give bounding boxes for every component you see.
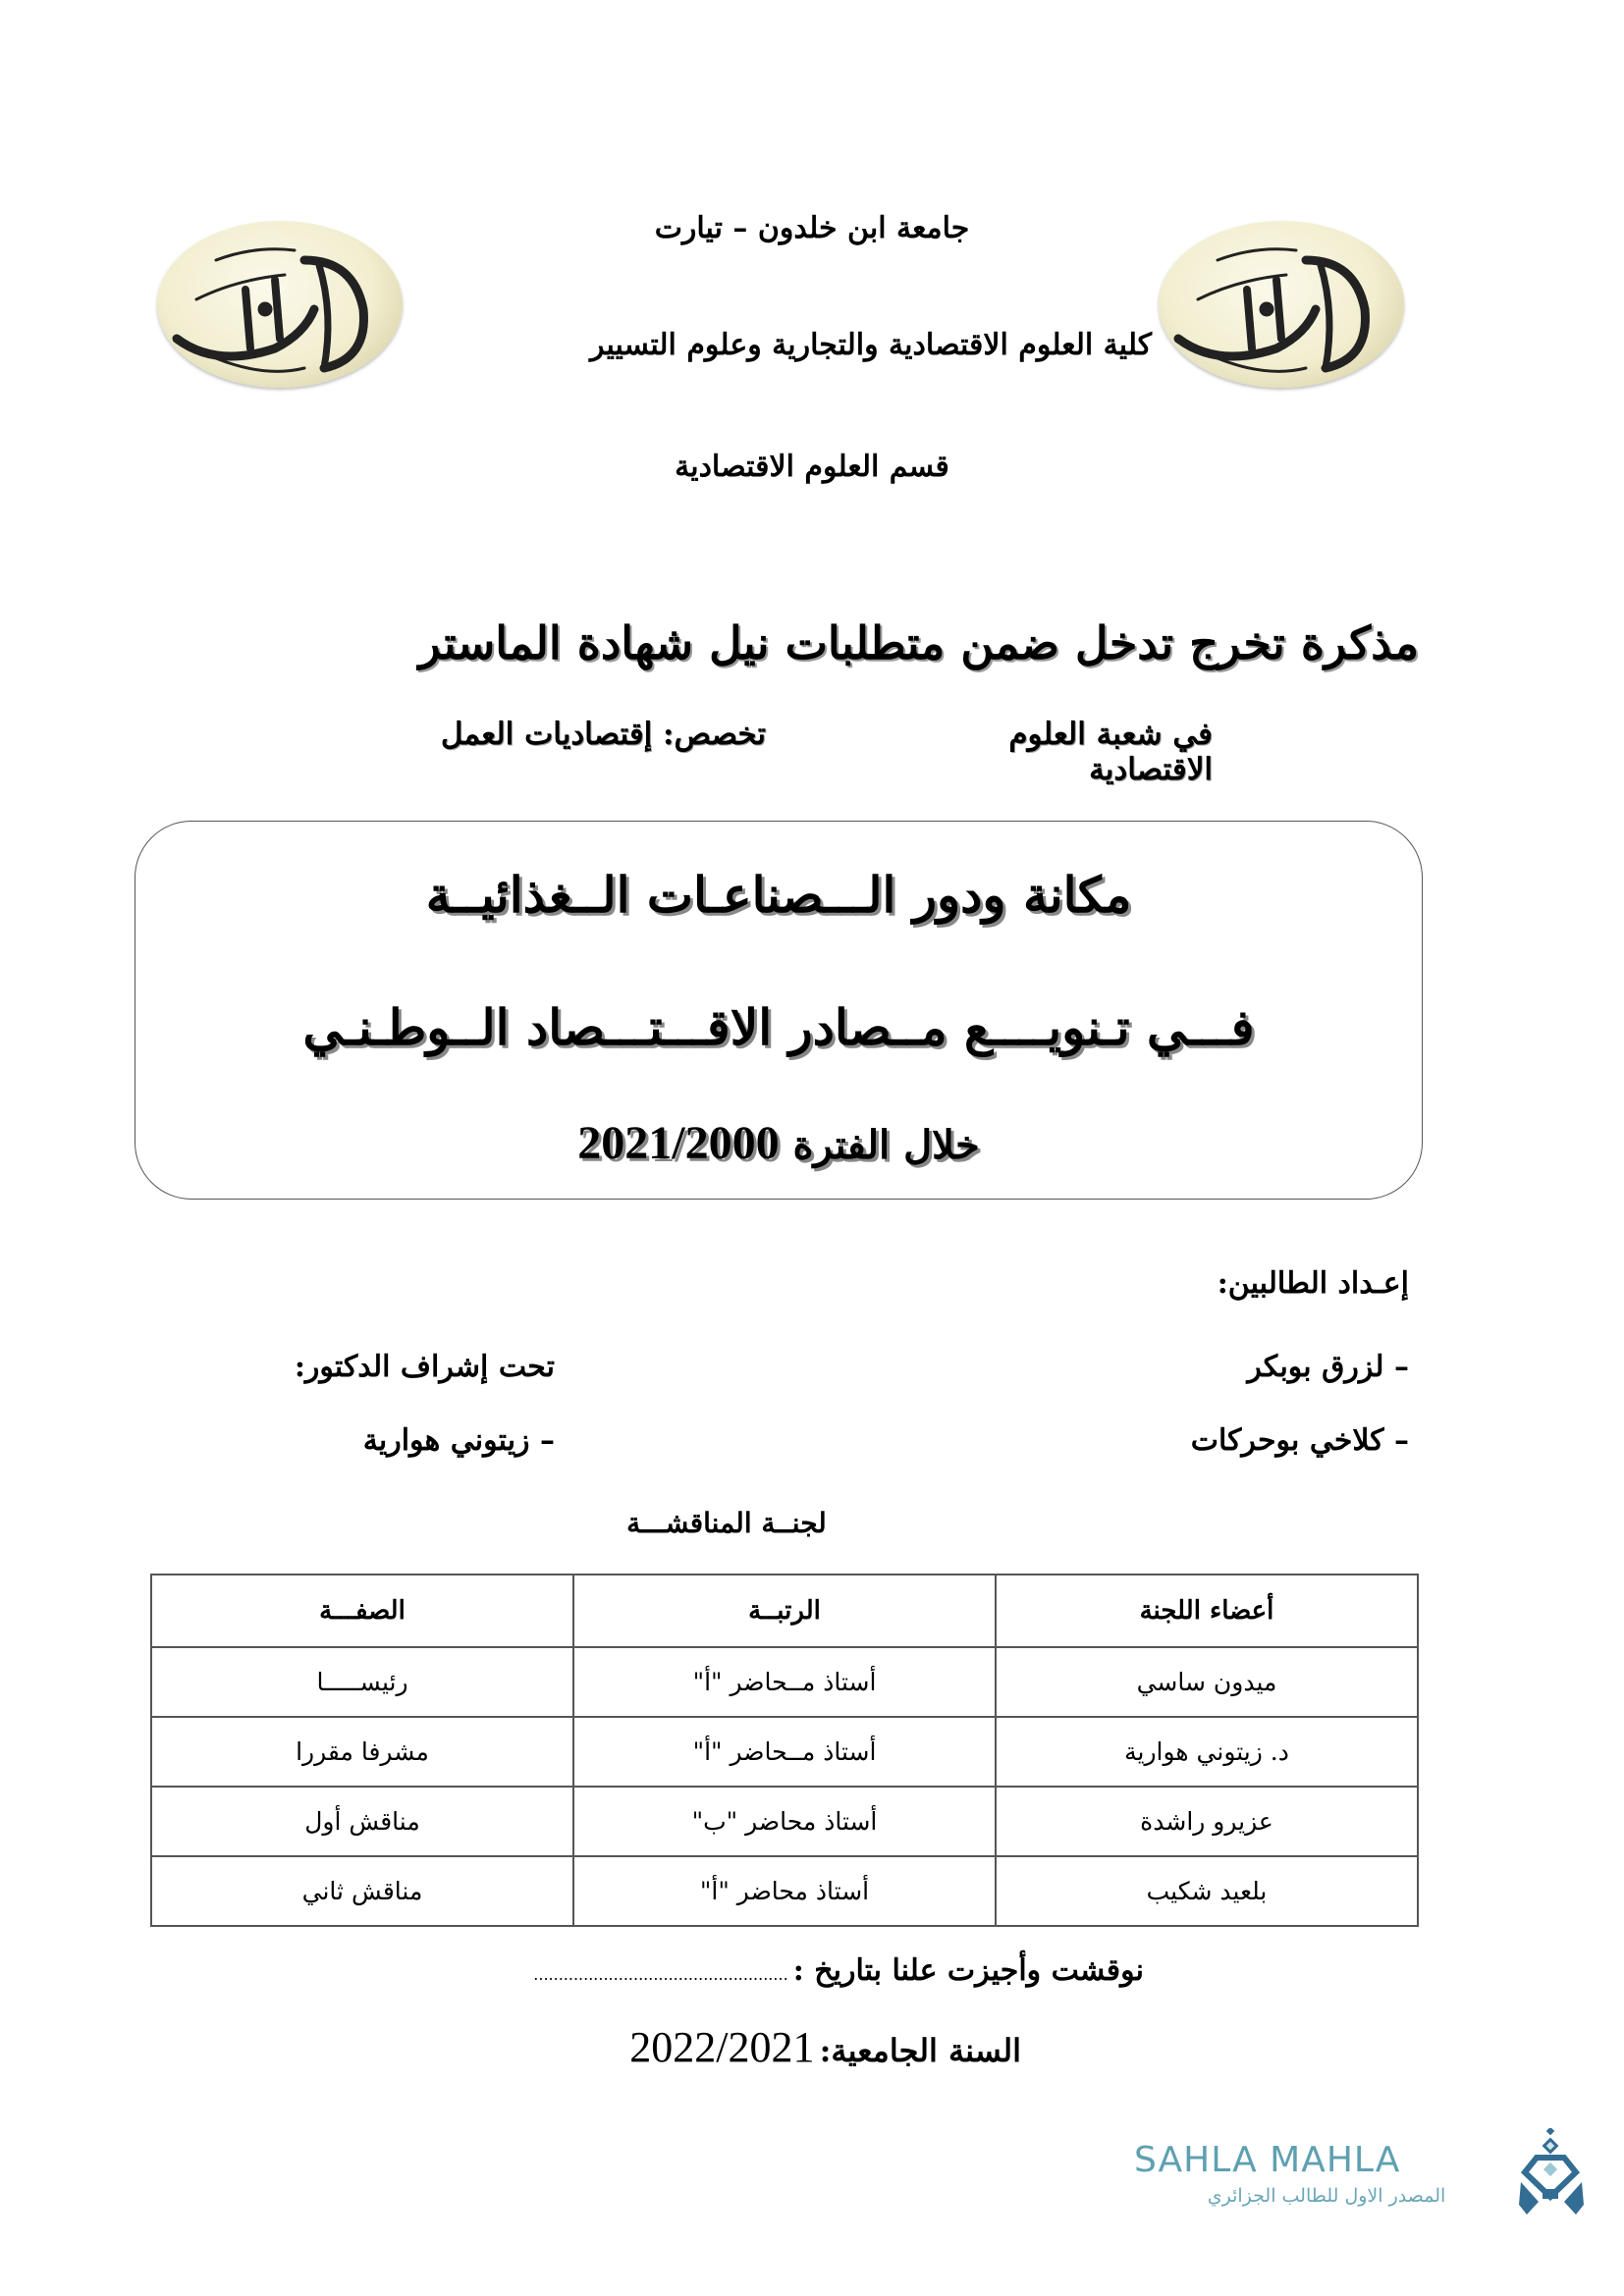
member-rank: أستاذ مــحاضر "أ" [573,1717,996,1787]
academic-year-label: السنة الجامعية: [819,2032,1021,2069]
watermark-brand: SAHLA MAHLA [1134,2140,1401,2180]
member-name: ميدون ساسي [996,1647,1418,1717]
supervisor-name: – زيتوني هوارية [362,1423,555,1458]
member-role: مناقش ثاني [151,1856,573,1926]
university-seal-icon-right [1159,221,1404,388]
academic-year [491,2022,1021,2072]
table-row [151,1787,1418,1856]
jury-title: لجنــة المناقشـــة [626,1507,827,1539]
student-name-2: – كلاخي بوحركات [1190,1423,1409,1458]
jury-table-header [151,1575,1418,1647]
member-role: مشرفا مقررا [151,1717,573,1787]
sahla-mahla-watermark [1134,2140,1586,2238]
member-rank: أستاذ مــحاضر "أ" [573,1647,996,1717]
member-name: بلعيد شكيب [996,1856,1418,1926]
period-value: 2021/2000 [577,1117,780,1169]
member-rank: أستاذ محاضر "أ" [573,1856,996,1926]
jury-table [150,1574,1419,1927]
defense-label: نوقشت وأجيزت علنا بتاريخ : [792,1953,1144,1988]
header-rank: الرتبــة [573,1575,996,1647]
table-row [151,1856,1418,1926]
table-row [151,1717,1418,1787]
member-rank: أستاذ محاضر "ب" [573,1787,996,1856]
member-role: مناقش أول [151,1787,573,1856]
defense-line [422,1953,1144,1988]
thesis-title-line-1: مكانة ودور الـــصناعـات الــغذائيــة [425,866,1132,924]
member-role: رئيســـــا [151,1647,573,1717]
faculty-name: كلية العلوم الاقتصادية والتجارية وعلوم التسيير [589,328,1153,362]
defense-date-placeholder: ................................................... [533,1965,788,1984]
member-name: عزيرو راشدة [996,1787,1418,1856]
thesis-specialty: تخصص: إقتصاديات العمل [440,717,766,752]
department-name: قسم العلوم الاقتصادية [675,450,949,484]
university-seal-icon-left [157,221,403,388]
university-name: جامعة ابن خلدون – تيارت [654,211,970,245]
period-label: خلال الفترة [792,1122,980,1168]
calligraphy-seal-icon [157,221,403,388]
table-row [151,1647,1418,1717]
header-role: الصفـــة [151,1575,573,1647]
student-name-1: – لزرق بوبكر [1247,1350,1409,1384]
watermark-tagline: المصدر الاول للطالب الجزائري [1207,2185,1446,2207]
sahla-mahla-logo-icon [1517,2128,1586,2221]
academic-year-value: 2022/2021 [629,2023,815,2071]
header-members: أعضاء اللجنة [996,1575,1418,1647]
thesis-branch: في شعبة العلوم الاقتصادية [1008,717,1213,787]
thesis-period [135,1116,1422,1170]
authors-label: إعـداد الطالبين: [1217,1266,1409,1301]
thesis-title-line-2: فـــي تـنويــــع مــصادر الاقـــتـــصاد الــوطـنـي [302,998,1255,1056]
member-name: د. زيتوني هوارية [996,1717,1418,1787]
calligraphy-seal-icon [1159,221,1404,388]
thesis-purpose: مذكرة تخرج تدخل ضمن متطلبات نيل شهادة الماستر [418,616,1419,669]
supervisor-label: تحت إشراف الدكتور: [294,1350,555,1384]
thesis-title-box [135,821,1423,1200]
